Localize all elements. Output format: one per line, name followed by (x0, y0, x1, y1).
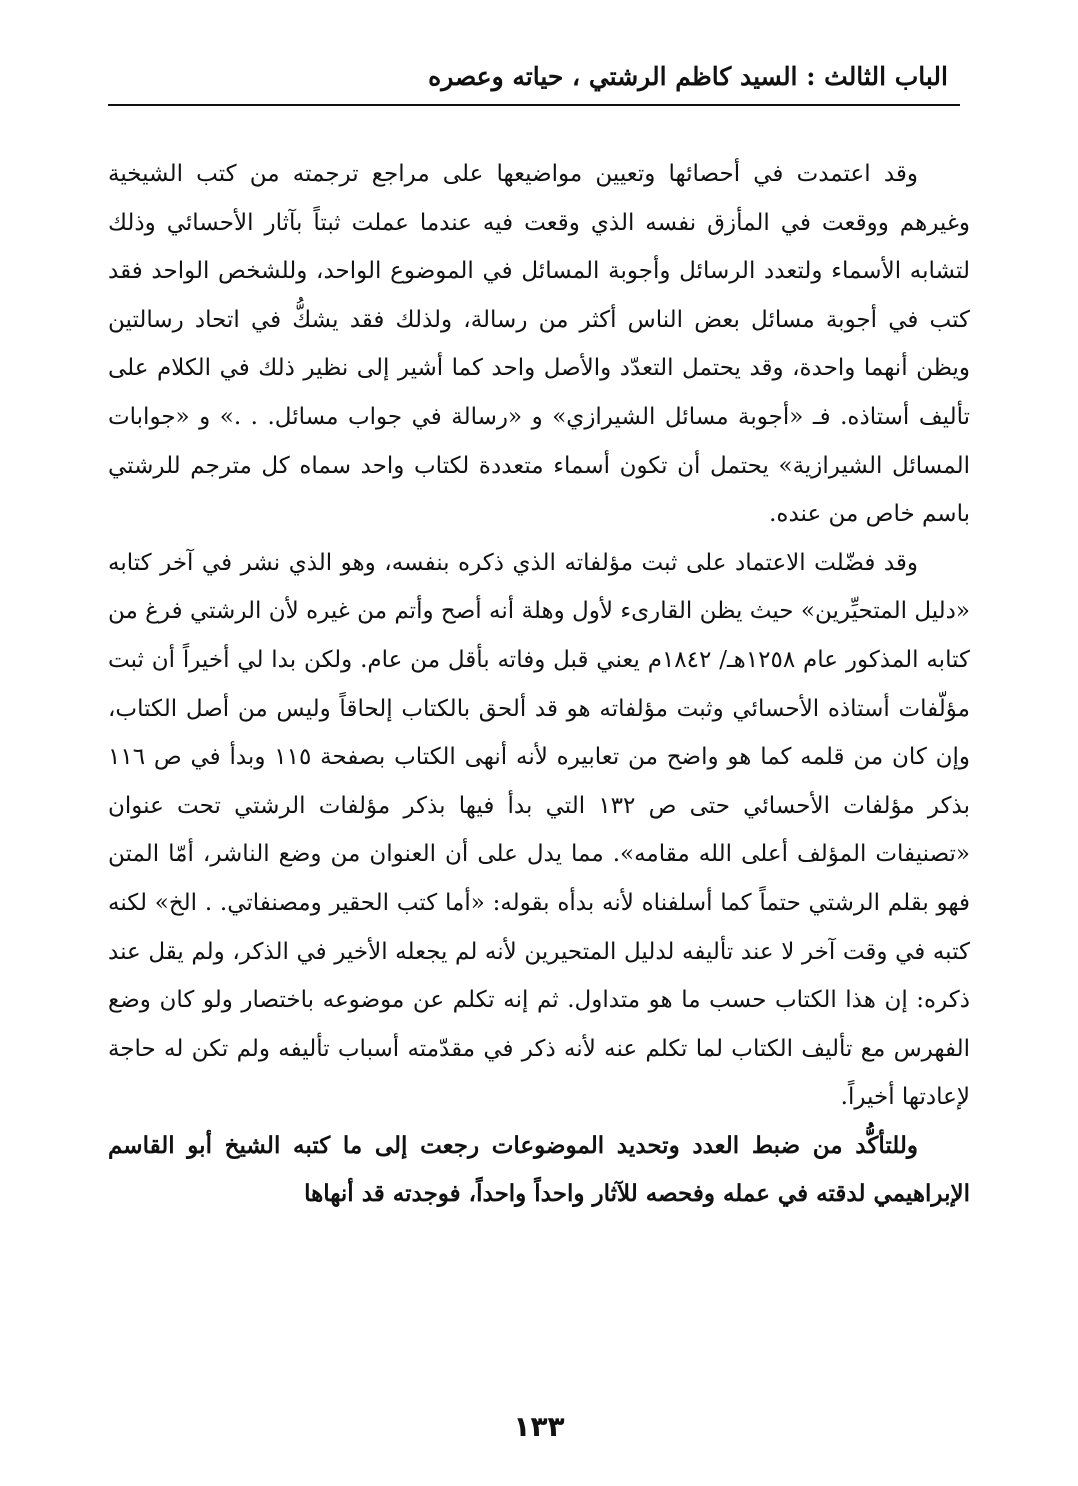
paragraph-2-text: وقد فضّلت الاعتماد على ثبت مؤلفاته الذي ذكره بنفسه، وهو الذي نشر في آخر كتابه «دليل المتحيِّرين» حيث يظن القارىء لأول وهلة أنه أصح وأتم من غيره لأن الرشتي فرغ من كتابه المذكور عام ١٢٥٨هـ/ ١٨٤٢م يعني قبل وفاته بأقل من عام. ولكن بدا لي أخيراً أن ثبت مؤلّفات أستاذه الأحسائي وثبت مؤلفاته هو قد ألحق بالكتاب إلحاقاً وليس من أصل الكتاب، وإن كان من قلمه كما هو واضح من تعابيره لأنه أنهى الكتاب بصفحة ١١٥ وبدأ في ص ١١٦ بذكر مؤلفات الأحسائي حتى ص ١٣٢ التي بدأ فيها بذكر مؤلفات الرشتي تحت عنوان «تصنيفات المؤلف أعلى الله مقامه». مما يدل على أن العنوان من وضع الناشر، أمّا المتن فهو بقلم الرشتي حتماً كما أسلفناه لأنه بدأه بقوله: «أما كتب الحقير ومصنفاتي. . الخ» لكنه كتبه في وقت آخر لا عند تأليفه لدليل المتحيرين لأنه لم يجعله الأخير في الذكر، ولم يقل عند ذكره: إن هذا الكتاب حسب ما هو متداول. ثم إنه تكلم عن موضوعه باختصار ولو كان وضع الفهرس مع تأليف الكتاب لما تكلم عنه لأنه ذكر في مقدّمته أسباب تأليفه ولم تكن له حاجة لإعادتها أخيراً. (108, 549, 971, 1111)
paragraph-3 (108, 1122, 970, 1219)
page-number: ١٣٣ (513, 1410, 565, 1443)
body-text (108, 150, 970, 1219)
running-head-title: الباب الثالث : السيد كاظم الرشتي ، حياته وعصره (428, 62, 948, 91)
paragraph-2 (108, 539, 970, 1122)
paragraph-3-text: وللتأكُّد من ضبط العدد وتحديد الموضوعات رجعت إلى ما كتبه الشيخ أبو القاسم الإبراهيمي لدقته في عمله وفحصه للآثار واحداً واحداً، فوجدته قد أنهاها (108, 1131, 970, 1208)
paragraph-1 (108, 150, 970, 539)
paragraph-1-text: وقد اعتمدت في أحصائها وتعيين مواضيعها على مراجع ترجمته من كتب الشيخية وغيرهم ووقعت في المأزق نفسه الذي وقعت فيه عندما عملت ثبتاً بآثار الأحسائي وذلك لتشابه الأسماء ولتعدد الرسائل وأجوبة المسائل في الموضوع الواحد، وللشخص الواحد فقد كتب في أجوبة مسائل بعض الناس أكثر من رسالة، ولذلك فقد يشكُّ في اتحاد رسالتين ويظن أنهما واحدة، وقد يحتمل التعدّد والأصل واحد كما أشير إلى نظير ذلك في الكلام على تأليف أستاذه. فـ «أجوبة مسائل الشيرازي» و «رسالة في جواب مسائل. . .» و «جوابات المسائل الشيرازية» يحتمل أن تكون أسماء متعددة لكتاب واحد سماه كل مترجم للرشتي باسم خاص من عنده. (108, 161, 970, 528)
header-divider (108, 104, 960, 106)
